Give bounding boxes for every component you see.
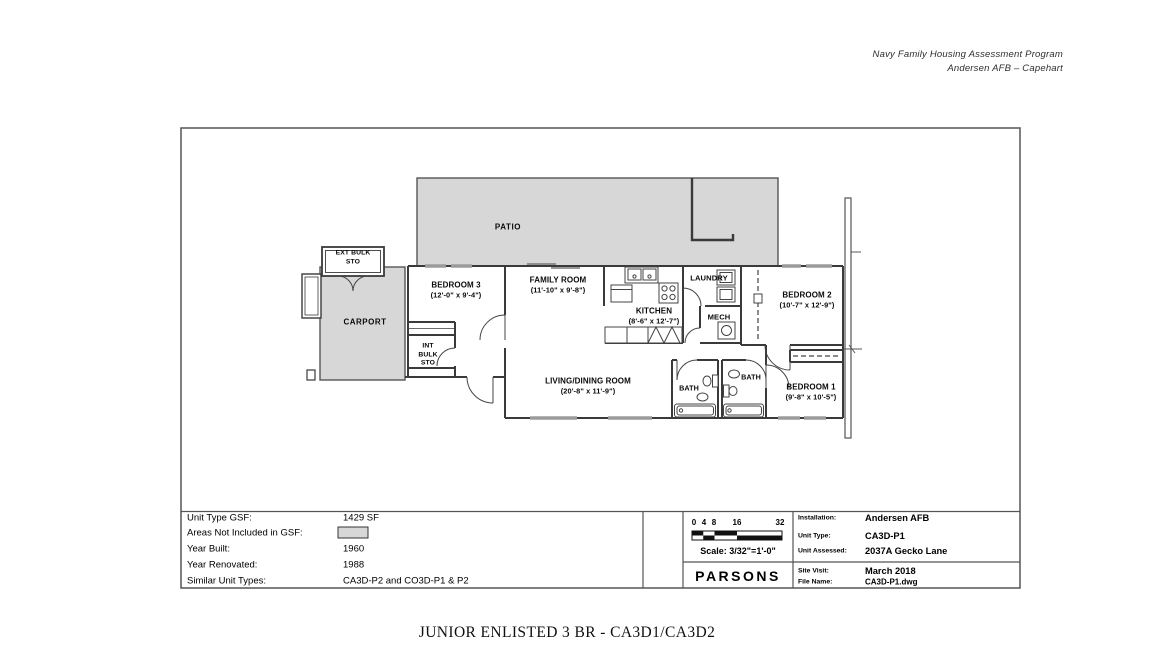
scale-text: Scale: 3/32"=1'-0" bbox=[700, 546, 776, 556]
scale-tick: 32 bbox=[775, 518, 785, 527]
unit-assessed-label: Unit Assessed: bbox=[798, 547, 847, 555]
carport-corner-post bbox=[307, 370, 315, 380]
info-row-label: Year Renovated: bbox=[187, 559, 258, 571]
room-label-family-room: FAMILY ROOM (11'-10" x 9'-8") bbox=[529, 275, 587, 294]
scale-bar bbox=[692, 531, 782, 540]
info-row-value: CA3D-P2 and CO3D-P1 & P2 bbox=[343, 575, 469, 587]
installation-value: Andersen AFB bbox=[865, 513, 930, 523]
unit-assessed-value: 2037A Gecko Lane bbox=[865, 546, 948, 556]
scale-tick: 8 bbox=[711, 518, 717, 527]
room-label-laundry: LAUNDRY bbox=[690, 273, 728, 283]
room-label-bath2: BATH bbox=[741, 372, 761, 382]
info-row-label: Similar Unit Types: bbox=[187, 575, 267, 587]
info-row-value: 1988 bbox=[343, 559, 365, 571]
site-visit-label: Site Visit: bbox=[798, 567, 829, 575]
unit-type-label: Unit Type: bbox=[798, 532, 831, 540]
file-name-label: File Name: bbox=[798, 578, 833, 586]
room-label-mech: MECH bbox=[707, 312, 731, 322]
header-line1: Navy Family Housing Assessment Program bbox=[872, 49, 1063, 60]
scale-tick: 16 bbox=[732, 518, 742, 527]
unit-type-value: CA3D-P1 bbox=[865, 531, 905, 541]
fence-line bbox=[845, 198, 851, 438]
room-label-ext-bulk-sto: EXT BULK STO bbox=[335, 249, 371, 265]
room-label-kitchen: KITCHEN (8'-6" x 12'-7") bbox=[628, 306, 680, 325]
room-label-bedroom2: BEDROOM 2 (10'-7" x 12'-9") bbox=[779, 290, 835, 309]
gsf-excluded-swatch bbox=[338, 527, 368, 538]
room-label-patio: PATIO bbox=[494, 222, 522, 232]
header-line2: Andersen AFB – Capehart bbox=[947, 62, 1063, 74]
sheet-header bbox=[873, 48, 1063, 75]
info-row-value: 1429 SF bbox=[343, 512, 379, 524]
room-label-carport: CARPORT bbox=[343, 317, 387, 327]
sheet-title: JUNIOR ENLISTED 3 BR - CA3D1/CA3D2 bbox=[418, 624, 716, 641]
scale-tick: 0 bbox=[691, 518, 697, 527]
room-label-bath1: BATH bbox=[679, 383, 699, 393]
room-label-bedroom1: BEDROOM 1 (9'-8" x 10'-5") bbox=[785, 382, 837, 401]
room-label-int-bulk-sto: INT BULK STO bbox=[418, 342, 438, 367]
room-label-bedroom3: BEDROOM 3 (12'-0" x 9'-4") bbox=[430, 280, 482, 299]
info-row-label: Areas Not Included in GSF: bbox=[187, 527, 303, 539]
info-row-label: Unit Type GSF: bbox=[187, 512, 252, 524]
scale-tick: 4 bbox=[701, 518, 707, 527]
patio-area bbox=[417, 178, 778, 266]
file-name-value: CA3D-P1.dwg bbox=[865, 577, 918, 587]
info-row-value: 1960 bbox=[343, 543, 365, 555]
room-label-living-dining: LIVING/DINING ROOM (20'-8" x 11'-9") bbox=[545, 376, 631, 395]
parsons-logo: PARSONS bbox=[695, 568, 781, 584]
site-visit-value: March 2018 bbox=[865, 566, 916, 576]
installation-label: Installation: bbox=[798, 514, 837, 522]
info-row-label: Year Built: bbox=[187, 543, 230, 555]
kitchen-fixtures bbox=[605, 267, 682, 343]
